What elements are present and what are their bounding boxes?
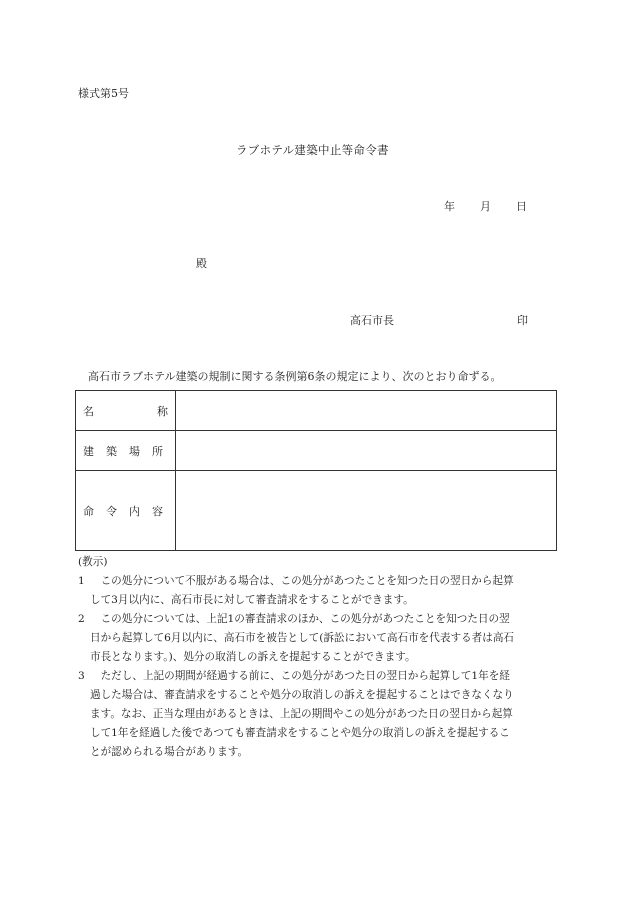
instructions-heading: (教示) (78, 556, 108, 568)
note-line: ます。なお、正当な理由があるときは、上記の期間やこの処分があつた日の翌日から起算 (90, 708, 513, 720)
name-label (76, 391, 176, 431)
note-line: この処分について不服がある場合は、この処分があつたことを知つた日の翌日から起算 (90, 575, 514, 587)
label-char: 建 (83, 444, 94, 458)
label-char: 所 (152, 444, 163, 458)
table-row (76, 431, 557, 471)
label-char: 令 (106, 504, 117, 518)
date-day: 日 (516, 200, 527, 213)
intro-text: 高石市ラブホテル建築の規制に関する条例第6条の規定により、次のとおり命ずる。 (88, 370, 502, 383)
instructions-section (78, 553, 558, 762)
issuer-name: 高石市長 (350, 314, 394, 327)
note-line: して3月以内に、高石市長に対して審査請求をすることができます。 (90, 594, 414, 606)
instruction-item (78, 667, 558, 762)
item-number: 2 (78, 613, 85, 625)
label-char: 築 (106, 444, 117, 458)
order-table (75, 390, 557, 551)
location-value[interactable] (176, 431, 557, 471)
table-row (76, 471, 557, 551)
item-number: 1 (78, 575, 85, 587)
seal-mark: 印 (517, 314, 528, 327)
label-char: 内 (129, 504, 140, 518)
instruction-item (78, 610, 558, 667)
label-char: 命 (83, 504, 94, 518)
note-line: 市長となります。)、処分の取消しの訴えを提起することができます。 (90, 651, 416, 663)
name-value[interactable] (176, 391, 557, 431)
instruction-item (78, 572, 558, 610)
form-number: 様式第5号 (78, 87, 129, 100)
label-char: 名 (83, 404, 94, 418)
note-line: 過した場合は、審査請求をすることや処分の取消しの訴えを提起することはできなくなり (90, 689, 514, 701)
table-row (76, 391, 557, 431)
note-line: とが認められる場合があります。 (90, 746, 249, 758)
note-line: ただし、上記の期間が経過する前に、この処分があつた日の翌日から起算して1年を経 (90, 670, 510, 682)
addressee-suffix: 殿 (196, 257, 207, 270)
item-number: 3 (78, 670, 85, 682)
note-line: この処分については、上記1の審査請求のほか、この処分があつたことを知つた日の翌 (90, 613, 510, 625)
note-line: して1年を経過した後であつても審査請求をすることや処分の取消しの訴えを提起するこ (90, 727, 510, 739)
date-year: 年 (444, 200, 455, 213)
order-content-label (76, 471, 176, 551)
order-content-value[interactable] (176, 471, 557, 551)
label-char: 称 (157, 404, 168, 418)
document-title: ラブホテル建築中止等命令書 (236, 143, 389, 157)
location-label (76, 431, 176, 471)
date-month: 月 (480, 200, 491, 213)
note-line: 日から起算して6月以内に、高石市を被告として(訴訟において高石市を代表する者は高石 (90, 632, 515, 644)
label-char: 容 (152, 504, 163, 518)
label-char: 場 (129, 444, 140, 458)
